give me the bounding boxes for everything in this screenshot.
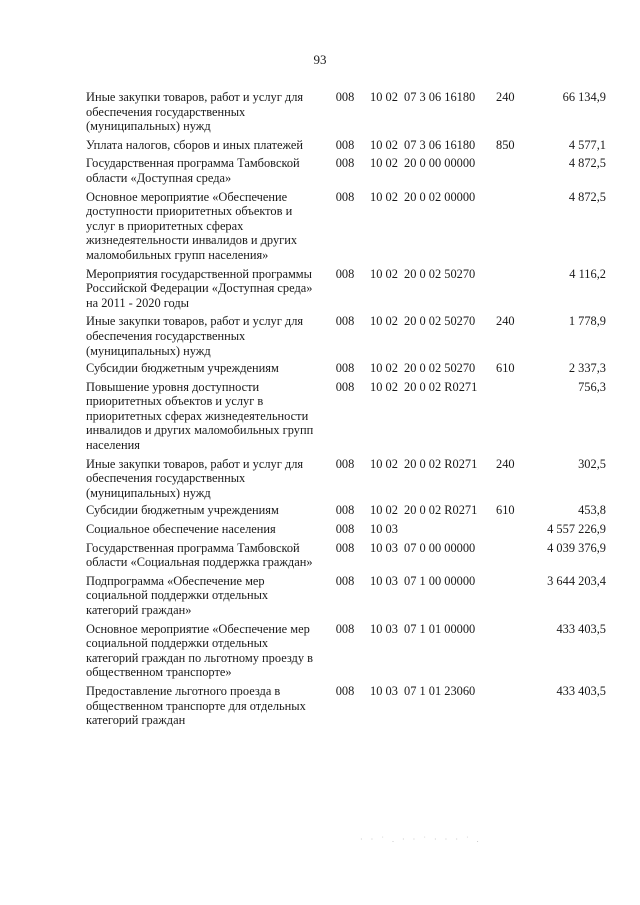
row-sum: 433 403,5 [556, 683, 606, 698]
table-row [86, 457, 606, 501]
table-row [86, 156, 606, 185]
row-target-code: 07 3 06 16180 [404, 90, 476, 104]
table-row [86, 267, 606, 311]
row-gr-code: 008 [335, 573, 355, 588]
table-row [86, 138, 606, 153]
row-name: Субсидии бюджетным учреждениям [86, 503, 279, 518]
row-gr-code: 008 [335, 503, 355, 518]
row-name: Мероприятия государственной программы Российской Федерации «Доступная среда» на 2011 - 2020 годы [86, 266, 313, 310]
row-target-code: 20 0 02 R0271 [404, 503, 478, 518]
row-section-code: 10 02 [370, 266, 398, 281]
row-sum: 4 577,1 [568, 137, 606, 152]
row-gr-code: 008 [335, 456, 355, 471]
row-name: Подпрограмма «Обеспечение мер социальной поддержки отдельных категорий граждан» [86, 573, 269, 617]
row-sum: 4 116,2 [569, 266, 606, 281]
row-name: Государственная программа Тамбовской области «Доступная среда» [86, 156, 300, 185]
row-gr-code: 008 [335, 540, 355, 555]
table-row [86, 361, 606, 376]
row-sum: 3 644 203,4 [547, 573, 606, 588]
table-row [86, 522, 606, 537]
row-sum: 302,5 [578, 456, 606, 471]
row-name: Социальное обеспечение населения [86, 522, 276, 537]
row-name: Государственная программа Тамбовской области «Социальная поддержка граждан» [86, 540, 313, 570]
row-section-code: 10 02 [370, 314, 398, 329]
row-section-code: 10 03 [370, 683, 398, 698]
row-target-code: 07 1 01 00000 [404, 621, 476, 636]
row-gr-code: 008 [335, 683, 355, 698]
row-sum: 1 778,9 [568, 314, 606, 329]
table-row [86, 503, 606, 518]
row-section-code: 10 02 [370, 189, 398, 204]
row-expense-type: 240 [496, 456, 515, 471]
row-sum: 4 872,5 [568, 189, 606, 204]
row-section-code: 10 02 [370, 456, 398, 471]
row-name: Предоставление льготного проезда в общественном транспорте для отдельных категорий граждан [86, 683, 306, 728]
row-expense-type: 240 [496, 90, 515, 104]
table-row [86, 90, 606, 134]
row-name: Субсидии бюджетным учреждениям [86, 361, 279, 376]
table-row [86, 622, 606, 680]
row-section-code: 10 02 [370, 379, 398, 394]
table-row [86, 380, 606, 453]
row-expense-type: 610 [496, 361, 515, 376]
row-gr-code: 008 [335, 379, 355, 394]
row-section-code: 10 03 [370, 621, 398, 636]
row-section-code: 10 03 [370, 540, 398, 555]
row-expense-type: 240 [496, 314, 515, 329]
row-sum: 433 403,5 [556, 621, 606, 636]
row-section-code: 10 02 [370, 503, 398, 518]
row-target-code: 07 1 00 00000 [404, 573, 476, 588]
row-sum: 2 337,3 [568, 361, 606, 376]
row-gr-code: 008 [335, 90, 355, 104]
row-section-code: 10 03 [370, 573, 398, 588]
row-gr-code: 008 [335, 156, 355, 171]
row-expense-type: 610 [496, 503, 515, 518]
row-section-code: 10 02 [370, 361, 398, 376]
row-sum: 4 039 376,9 [547, 540, 606, 555]
row-section-code: 10 02 [370, 90, 398, 104]
budget-table [86, 90, 606, 728]
row-sum: 756,3 [578, 379, 606, 394]
row-target-code: 20 0 02 00000 [404, 189, 476, 204]
row-section-code: 10 02 [370, 137, 398, 152]
row-sum: 66 134,9 [562, 90, 606, 104]
row-target-code: 07 0 00 00000 [404, 540, 476, 555]
row-target-code: 20 0 02 R0271 [404, 379, 478, 394]
row-section-code: 10 03 [370, 522, 398, 537]
scan-artifact: · · ˙ . · · ˙ · · · ˙ . [360, 835, 482, 844]
row-name: Иные закупки товаров, работ и услуг для обеспечения государственных (муниципальных) нужд [86, 90, 304, 134]
table-row [86, 574, 606, 618]
table-row [86, 684, 606, 728]
row-target-code: 07 3 06 16180 [404, 137, 476, 152]
row-target-code: 20 0 02 50270 [404, 361, 476, 376]
row-sum: 453,8 [578, 503, 606, 518]
row-gr-code: 008 [335, 522, 355, 537]
row-target-code: 20 0 00 00000 [404, 156, 476, 171]
row-target-code: 07 1 01 23060 [404, 683, 476, 698]
row-expense-type: 850 [496, 137, 515, 152]
row-sum: 4 872,5 [568, 156, 606, 171]
row-name: Иные закупки товаров, работ и услуг для обеспечения государственных (муниципальных) нужд [86, 456, 304, 500]
page-number: 93 [313, 52, 327, 67]
row-section-code: 10 02 [370, 156, 398, 171]
row-name: Основное мероприятие «Обеспечение мер социальной поддержки отдельных категорий граждан по льготному проезду в общественном транспорте» [86, 621, 313, 680]
table-row [86, 541, 606, 570]
row-name: Основное мероприятие «Обеспечение доступности приоритетных объектов и услуг в приоритетных сферах жизнедеятельности инвалидов и других маломобильных групп населения» [86, 189, 298, 262]
row-gr-code: 008 [335, 137, 355, 152]
row-name: Иные закупки товаров, работ и услуг для обеспечения государственных (муниципальных) нужд [86, 314, 304, 358]
row-name: Повышение уровня доступности приоритетных объектов и услуг в приоритетных сферах жизнедеятельности инвалидов и других маломобильных групп населения [86, 379, 314, 453]
row-gr-code: 008 [335, 266, 355, 281]
row-gr-code: 008 [335, 314, 355, 329]
row-gr-code: 008 [335, 621, 355, 636]
row-gr-code: 008 [335, 189, 355, 204]
table-row [86, 314, 606, 358]
row-target-code: 20 0 02 50270 [404, 266, 476, 281]
table-row [86, 190, 606, 263]
row-target-code: 20 0 02 R0271 [404, 456, 478, 471]
row-gr-code: 008 [335, 361, 355, 376]
row-target-code: 20 0 02 50270 [404, 314, 476, 329]
row-name: Уплата налогов, сборов и иных платежей [86, 137, 304, 152]
row-sum: 4 557 226,9 [547, 522, 606, 537]
